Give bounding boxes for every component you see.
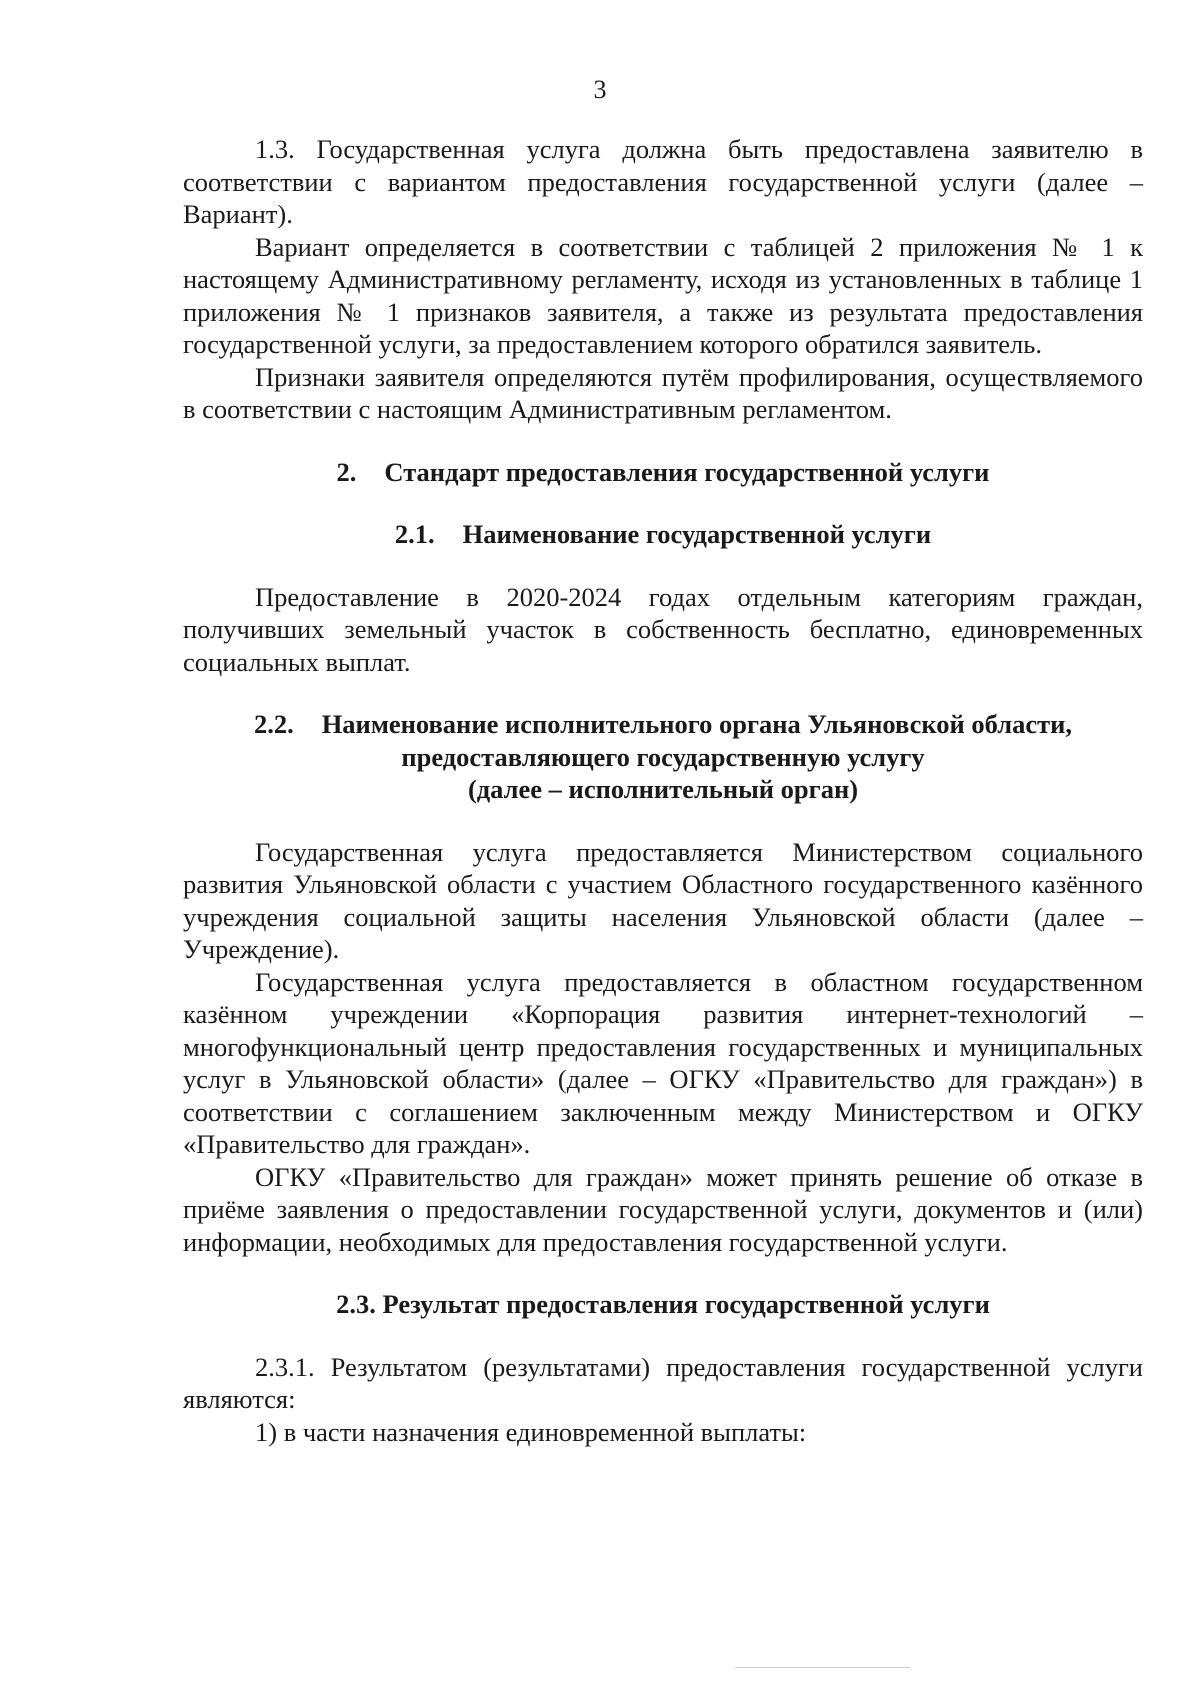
subsection-heading-2-3: 2.3. Результат предоставления государственной услуги bbox=[336, 1289, 990, 1319]
subsection-number: 2.1. bbox=[394, 519, 435, 549]
subsection-heading-2-2 bbox=[183, 708, 1143, 806]
section-title: Стандарт предоставления государственной услуги bbox=[384, 456, 990, 487]
paragraph-2-3-1: 2.3.1. Результатом (результатами) предоставления государственной услуги являются: bbox=[183, 1351, 1143, 1414]
section-number: 2. bbox=[336, 456, 357, 487]
paragraph-2-2-b: Государственная услуга предоставляется в областном государственном казённом учреждении «Корпорация развития интернет-технологий – многофункциональный центр предоставления государственных и муниципальных услуг в Ульяновской области» (далее – ОГКУ «Правительство для граждан») в соответствии с соглашением заключенным между Министерством и ОГКУ «Правительство для граждан». bbox=[183, 966, 1143, 1159]
paragraph-2-2-a: Государственная услуга предоставляется Министерством социального развития Ульяновской области с участием Областного государственного казённого учреждения социальной защиты населения Ульяновской области (далее – Учреждение). bbox=[183, 836, 1143, 964]
paragraph-2-1: Предоставление в 2020-2024 годах отдельным категориям граждан, получивших земельный участок в собственность бесплатно, единовременных социальных выплат. bbox=[183, 581, 1143, 677]
subsection-number: 2.2. bbox=[253, 709, 294, 739]
page-number: 3 bbox=[593, 75, 607, 104]
paragraph-priznaki: Признаки заявителя определяются путём профилирования, осуществляемого в соответствии с настоящим Административным регламентом. bbox=[183, 361, 1143, 424]
subsection-heading-2-1 bbox=[183, 518, 1143, 551]
subsection-title-line-1: Наименование исполнительного органа Ульяновской области, bbox=[321, 709, 1073, 739]
list-item-1: 1) в части назначения единовременной выплаты: bbox=[255, 1416, 807, 1447]
paragraph-1-3: 1.3. Государственная услуга должна быть предоставлена заявителю в соответствии с вариантом предоставления государственной услуги (далее – Вариант). bbox=[183, 134, 1143, 229]
paragraph-variant: Вариант определяется в соответствии с таблицей 2 приложения № 1 к настоящему Административному регламенту, исходя из установленных в таблице 1 приложения № 1 признаков заявителя, а также из результата предоставления государственной услуги, за предоставлением которого обратился заявитель. bbox=[183, 231, 1143, 359]
subsection-title-line-2: предоставляющего государственную услугу bbox=[401, 741, 925, 772]
document-body bbox=[183, 133, 1143, 1448]
section-heading-2 bbox=[183, 456, 1143, 489]
scan-artifact-line bbox=[735, 1667, 910, 1668]
subsection-title-line-3: (далее – исполнительный орган) bbox=[467, 774, 859, 804]
subsection-title: Наименование государственной услуги bbox=[462, 519, 932, 549]
paragraph-2-2-c: ОГКУ «Правительство для граждан» может принять решение об отказе в приёме заявления о предоставлении государственной услуги, документов и (или) информации, необходимых для предоставления государственной услуги. bbox=[183, 1161, 1143, 1257]
